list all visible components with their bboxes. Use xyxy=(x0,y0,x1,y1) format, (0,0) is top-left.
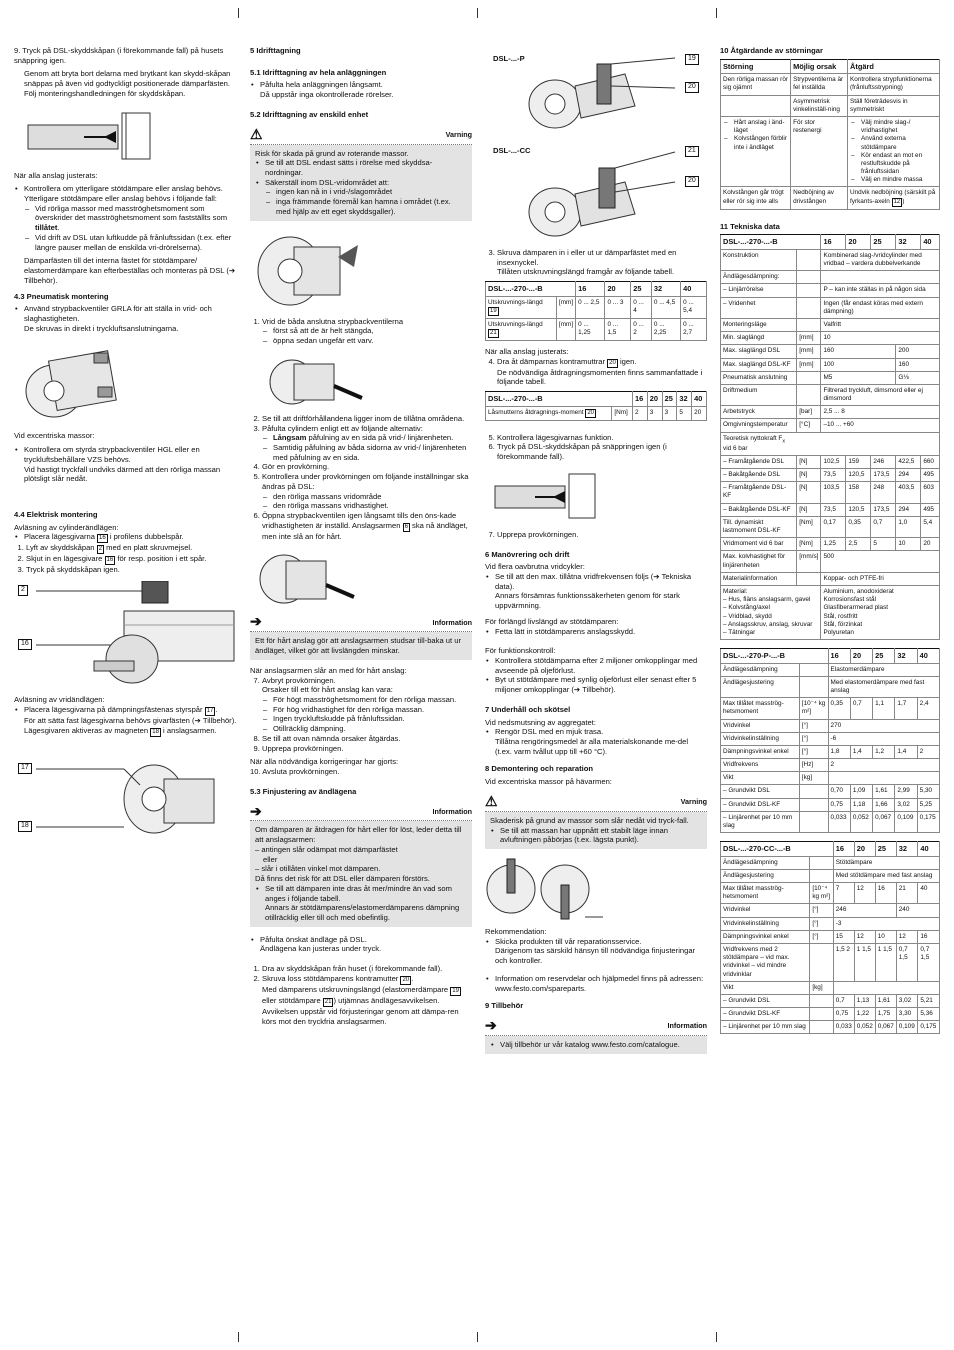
check-item: • Kontrollera om ytterligare stötdämpare eller anslag behövs. Ytterligare stötdämpare eller anslag behövs i följande fall: – Vid rörliga massor med masströghetsmoment som överskrider det masströghetsmoment som fastställts som tillåtet. – Vid drift av DSL utan luftkudde på frånluftssidan (t.ex. efter längre pauser mellan de enskilda vri-drörelserna). xyxy=(24,184,238,252)
step: 5. Kontrollera under provkörningen om följande inställningar ska ändras på DSL: – den rörliga massans vridområde – den rörliga massans vridhastighet. xyxy=(262,472,472,511)
screw-length-table: DSL-...-270-...-B 16 20 25 32 40 Utskruvnings-längd 19 [mm] 0 ... 2,5 0 ... 3 0 ... 4 0 ... 4,5 0 ... 5,4 Utskruvnings-längd 21 [mm] 0 ... 1,25 0 ... 1,5 0 ... 2 0 ... 2,25 0 ... 2,7 xyxy=(485,281,707,341)
table-row: Max. slaglängd DSL [mm] 160 200 xyxy=(721,345,940,358)
figure-cc xyxy=(485,142,707,242)
crop-mark xyxy=(238,1332,239,1342)
table-row: Vridvinkelinställning [°] -6 xyxy=(721,732,940,745)
function-check-list: • Kontrollera stötdämparna efter 2 miljoner omkopplingar med avseende på oljeförlust. • Byt ut stötdämpare med synlig oljeförlust eller senast efter 5 miljoner omkopplingar (➔ Tillbehör). xyxy=(485,656,707,695)
list-item: • Kontrollera om styrda strypbackventiler HGL eller en tryckluftsbehållare VZS behövs. Vid hastigt tryckfall undviks därmed att den rörliga massan plötsligt slår nedåt. xyxy=(24,445,238,484)
adjusted-label: När alla anslag justerats: xyxy=(485,347,569,356)
warning-item: • Se till att DSL endast sätts i rörelse med skyddsa-nordningar. xyxy=(265,158,467,177)
step: 6. Öppna strypbackventilen igen långsamt tills den öns-kade vridhastigheten är inställd. Anslagsarmen 6 ska nå ändläget, men inte slå an för hårt. xyxy=(262,511,472,541)
step-9: 9. Tryck på DSL-skyddskåpan (i förekommande fall) på husets snäppring igen. xyxy=(14,46,224,65)
table-row: – Bakåtgående DSL [N] 73,5 120,5 173,5 294 495 xyxy=(721,469,940,482)
column-4 xyxy=(720,46,940,1040)
crop-mark xyxy=(716,1332,717,1342)
heading-5-1: 5.1 Idrifttagning av hela anläggningen xyxy=(250,67,387,77)
damper-cc-illustration xyxy=(485,142,685,242)
table-row: Omgivningstemperatur [°C] –10 ... +60 xyxy=(721,419,940,432)
check-steps xyxy=(485,433,707,462)
fault-table: Störning Möjlig orsak Åtgärd Den rörliga massan rör sig ojämnt Strypventilerna är fel inställda Kontrollera strypfunktionerna (frånluftsstrypning) Asymmetrisk vinkelinställ-ning Ställ företrädesvis in symmetriskt – Hårt anslag i änd-läget – Kolvstången förblir inte i ändläget För stor restenergi – Välj mindre slag-/ vridhastighet – Använd externa stötdämpare – Kör endast an mot en restluftskudde på frånluftssidan – Välj en mindre massa Kolvstången går trögt eller rör sig inte alls Nedböjning av drivstången Undvik nedböjning (särskilt på fyrkants-axeln 12 ) xyxy=(720,59,940,210)
table-row: Monteringsläge Valfritt xyxy=(721,318,940,331)
info-banner-3 xyxy=(485,1017,707,1036)
cover-figure-2 xyxy=(485,468,707,524)
info-banner xyxy=(250,613,472,632)
table-row: – Grundvikt DSL 0,7 1,13 1,61 3,02 5,21 xyxy=(721,994,940,1007)
arrow-icon: ➔ xyxy=(250,613,262,630)
crop-mark xyxy=(716,8,717,18)
valve-figure xyxy=(14,339,238,425)
callout-16: 16 xyxy=(18,639,32,650)
tighten-steps xyxy=(485,357,707,387)
table-header: DSL-...-270-P-...-B 16 20 25 32 40 xyxy=(721,649,940,663)
table-row: Materialinformation Koppar- och PTFE-fri xyxy=(721,572,940,585)
table-row: – Linjärenhet per 10 mm slag 0,033 0,052 0,067 0,109 0,175 xyxy=(721,811,940,832)
info-banner-2 xyxy=(250,802,472,821)
excentric-list xyxy=(14,445,238,484)
list-5-1 xyxy=(250,80,472,99)
sensor-steps xyxy=(14,543,238,575)
info-box xyxy=(250,632,472,659)
heading-9: 9 Tillbehör xyxy=(485,1001,524,1011)
table-header: DSL-...-270-...-B 16 20 25 32 40 xyxy=(721,235,940,249)
table-row: Kolvstången går trögt eller rör sig inte alls Nedböjning av drivstången Undvik nedböjning (särskilt på fyrkants-axeln 12 ) xyxy=(721,187,940,209)
table-row: Max. slaglängd DSL-KF [mm] 100 160 xyxy=(721,358,940,371)
when-adjusted: När alla anslag justerats: xyxy=(14,170,98,180)
table-row: Till. dynamiskt lastmoment DSL-KF [Nm] 0,17 0,35 0,7 1,0 5,4 xyxy=(721,516,940,537)
repeat-step xyxy=(485,530,707,540)
cyl-end-label: Avläsning av cylinderändlägen: xyxy=(14,522,119,532)
step: 7. Avbryt provkörningen. Orsaker till ett för hårt anslag kan vara: – För högt masströghetsmoment för den rörliga massan. – För hög vridhastighet för den rörliga massan. – Ingen tryckluftskudde på frånluftssidan. – Otillräcklig dämpning. xyxy=(262,676,472,734)
table-row: Max tillåtet masströg-hetsmoment [10⁻⁴ kg m²] 0,35 0,7 1,1 1,7 2,4 xyxy=(721,698,940,719)
table-row: Material: – Hus, fläns anslagsarm, gavel – Kolvstång/axel – Vridblad, skydd – Anslagsskruv, anslag, skruvar – Tätningar Aluminium, anodoxiderat Korrosionsfast stål Glasfiberarmerad plast Stål, rostfritt Stål, förzinkat Polyuretan xyxy=(721,585,940,639)
table-row: Vikt [kg] xyxy=(721,981,940,994)
operation-list: • Se till att den max. tillåtna vridfrekvensen följs (➔ Tekniska data). Annars försämras funktionssäkerheten genom för stark uppvärmning. xyxy=(485,572,707,611)
heading-4-3: 4.3 Pneumatisk montering xyxy=(14,291,109,301)
warning-label: Varning xyxy=(445,129,472,139)
table-row: Ändlägesdämpning Stötdämpare xyxy=(721,856,940,869)
done-label: När alla nödvändiga korrigeringar har gjorts: xyxy=(250,757,399,767)
step: 9. Upprepa provkörningen. xyxy=(262,744,472,754)
warning-label: Varning xyxy=(680,797,707,807)
cover-illustration xyxy=(14,105,154,165)
valve-turn-illustration xyxy=(262,352,372,408)
table-row: Vridvinkelinställning [°] -3 xyxy=(721,917,940,930)
table-row: Utskruvnings-längd 19 [mm] 0 ... 2,5 0 ... 3 0 ... 4 0 ... 4,5 0 ... 5,4 xyxy=(486,296,707,318)
table-row: Vridfrekvens [Hz] 2 xyxy=(721,759,940,772)
rotation-figure xyxy=(250,227,472,311)
heading-11: 11 Tekniska data xyxy=(720,221,780,231)
table-row: Teoretisk nyttokraft $F_x$ vid 6 bar xyxy=(721,432,940,455)
table-row: Konstruktion Kombinerad slag-/vridcylinder med vridbad – vardera dubbelverkande xyxy=(721,249,940,270)
heading-4-4: 4.4 Elektrisk montering xyxy=(14,509,98,519)
valve-open-illustration xyxy=(250,547,360,607)
commissioning-steps xyxy=(250,317,472,542)
magnet-figure xyxy=(14,755,238,851)
step: 4. Dra åt dämparnas kontramuttrar 20 igen. De nödvändiga åtdragningsmomenten finns sammanfattade i följande tabell. xyxy=(497,357,707,387)
rotation-illustration xyxy=(250,227,370,311)
step: 6. Tryck på DSL-skyddskåpan på snäppringen igen (i förekommande fall). xyxy=(497,442,707,461)
step: 1. Vrid de båda anslutna strypbackventilerna – först så att de är helt stängda, – öppna sedan ungefär ett varv. xyxy=(262,317,472,408)
step: 3. Skruva dämparen in i eller ut ur dämparfästet med en insexnyckel. Tillåten utskruvningslängd framgår av följande tabell. xyxy=(497,248,707,277)
mass-illustration xyxy=(485,855,605,921)
heading-5-2: 5.2 Idrifttagning av enskild enhet xyxy=(250,109,369,119)
step: 1. Lyft av skyddskåpan 2 med en platt skruvmejsel. xyxy=(26,543,238,554)
rot-end-label: Avläsning av vridändlägen: xyxy=(14,695,105,705)
heading-6: 6 Manövrering och drift xyxy=(485,549,570,559)
recommendation-label: Rekommendation: xyxy=(485,927,547,937)
list-item: • Påfulta hela anläggningen långsamt. Då uppstår inga okontrollerade rörelser. xyxy=(260,80,472,99)
crop-mark xyxy=(238,8,239,18)
info-box-3: • Välj tillbehör ur vår katalog www.festo.com/catalogue. xyxy=(485,1036,707,1054)
callout-2: 2 xyxy=(18,585,28,596)
lifetime-list: • Fetta lätt in stötdämparens anslagsskydd. xyxy=(485,627,707,637)
magnet-illustration xyxy=(14,755,238,851)
table-row: Asymmetrisk vinkelinställ-ning Ställ företrädesvis in symmetriskt xyxy=(721,95,940,116)
table-row: Ändlägesdämpning Elastomerdämpare xyxy=(721,663,940,676)
figure-p-label: DSL-...-P xyxy=(493,54,525,63)
step: 3. Tryck på skyddskåpan igen. xyxy=(26,565,238,575)
table-row: Pneumatisk anslutning M5 G⅛ xyxy=(721,371,940,384)
step: 2. Skruva loss stötdämparens kontramutter 20 . Med dämparens utskruvningslängd (elastomerdämpare 19 eller stötdämpare 21 ) utjämnas ändlägesavvikelsen. Avvikelsen uppstår vid förjusteringar genom att dämpa-ren körs mot den tryckfria anslagsarmen. xyxy=(262,974,472,1026)
case-item: – Vid drift av DSL utan luftkudde på frånluftssidan (t.ex. efter längre pauser mellan de enskilda vri-drörelserna). xyxy=(35,233,238,252)
table-row: Max tillåtet masströg-hetsmoment [10⁻⁴ kg m²] 7 12 16 21 40 xyxy=(721,883,940,904)
table-row: Vridmoment vid 6 bar [Nm] 1,25 2,5 5 10 20 xyxy=(721,538,940,551)
table-row: – Bakåtgående DSL-KF [N] 73,5 120,5 173,5 294 495 xyxy=(721,503,940,516)
step: 5. Kontrollera lägesgivarnas funktion. xyxy=(497,433,707,443)
table-row: – Vridenhet Ingen (får endast köras med extern dämpning) xyxy=(721,297,940,318)
excentric-label: Vid excentriska massor: xyxy=(14,431,95,441)
table-row: – Linjärenhet per 10 mm slag 0,033 0,052 0,067 0,109 0,175 xyxy=(721,1021,940,1034)
table-row: – Grundvikt DSL-KF 0,75 1,18 1,66 3,02 5,25 xyxy=(721,798,940,811)
cover-illustration-2 xyxy=(485,468,605,524)
hard-stop-label: När anslagsarmen slår an med för hårt anslag: xyxy=(250,665,407,675)
valve-illustration xyxy=(14,339,144,425)
callout-20: 20 xyxy=(685,82,699,93)
list-item: • Placera lägesgivarna på dämpningsfästenas styrspår 17 . För att sätta fast lägesgivarna behövs givarfästen (➔ Tillbehör). Lägesgivaren aktiveras av magneten 18 i anslagsarmen. xyxy=(24,705,238,737)
tech-data-table-1 xyxy=(720,234,940,640)
damper-steps xyxy=(485,248,707,277)
check-list xyxy=(14,184,238,252)
table-row: Vridvinkel [°] 270 xyxy=(721,719,940,732)
table-row: Låsmutterns åtdragnings-moment 20 [Nm] 2 3 3 5 20 xyxy=(486,406,707,420)
column-2 xyxy=(250,46,472,1030)
heading-5-3: 5.3 Finjustering av ändlägena xyxy=(250,786,357,796)
table-row: – Grundvikt DSL 0,70 1,09 1,61 2,99 5,30 xyxy=(721,785,940,798)
info-box-2: Om dämparen är åtdragen för hårt eller för löst, leder detta till att anslagsarmen: – antingen slår odämpat mot dämparfästet eller – slår i otillåten vinkel mot dämparen. Då finns det risk för att DSL eller dämparen förstörs. • Se till att dämparen inte dras åt mer/mindre än vad som anges i följande tabell. Annars är stötdämparens/elastomerdämparens dämpning otillräcklig eller till och med obefintlig. xyxy=(250,821,472,926)
table-row: Ändlägesjustering Med stötdämpare med fast anslag xyxy=(721,869,940,882)
table-row: – Framåtgående DSL-KF [N] 103,5 158 248 403,5 603 xyxy=(721,482,940,503)
heading-10: 10 Åtgärdande av störningar xyxy=(720,46,823,55)
damper-text: Dämparfästen till det interna fästet för stötdämpare/ elastomerdämpare kan efterbeställas och monteras på DSL (➔ Tillbehör). xyxy=(24,256,236,285)
step-9-text: Genom att bryta bort delarna med brytkant kan skydd-skåpan snäppas på även vid godtyckligt positionerade dämparfästen. Följ monteringshandledningen för skyddskåpan. xyxy=(24,69,231,98)
fine-adjust-steps xyxy=(250,964,472,1026)
valve-open-figure xyxy=(250,547,472,607)
heading-7: 7 Underhåll och skötsel xyxy=(485,704,571,714)
pneumatic-list xyxy=(14,304,238,333)
table-row: Utskruvnings-längd 21 [mm] 0 ... 1,25 0 ... 1,5 0 ... 2 0 ... 2,25 0 ... 2,7 xyxy=(486,318,707,340)
step: 3. Påfulta cylindern enligt ett av följande alternativ: – Långsam påfulning av en sida på vrid-/ linjärenheten. – Samtidig påfulning av båda sidorna av vrid-/ linjärenheten med påfulning av en sida. xyxy=(262,424,472,463)
info-text: Ett för hårt anslag gör att anslagsarmen studsar till-baka ut ur ändläget, vilket gör att livslängden minskar. xyxy=(255,636,461,656)
warning-subitem: – inga främmande föremål kan hamna i området (t.ex. med hjälp av ett eget skyddsgaller). xyxy=(276,197,467,216)
step: 4. Gör en provkörning. xyxy=(262,462,472,472)
callout-21: 21 xyxy=(685,146,699,157)
mass-figure xyxy=(485,855,707,921)
valve-turn-figure xyxy=(262,352,472,408)
torque-table: DSL-...-270-...-B 16 20 25 32 40 Låsmutterns åtdragnings-moment 20 [Nm] 2 3 3 5 20 xyxy=(485,391,707,420)
step: 2. Se till att driftförhållandena ligger inom de tillåtna områdena. xyxy=(262,414,472,424)
callout-17: 17 xyxy=(18,763,32,774)
warning-banner-2 xyxy=(485,793,707,812)
heading-5: 5 Idrifttagning xyxy=(250,46,301,55)
rot-sensor-list xyxy=(14,705,238,737)
column-1 xyxy=(14,46,238,857)
table-row: Vridvinkel [°] 246 240 xyxy=(721,904,940,917)
warning-text: Risk för skada på grund av roterande massor. xyxy=(255,148,409,158)
info-label: Information xyxy=(667,1021,707,1031)
sensor-illustration xyxy=(14,581,238,689)
pressurize-list: • Påfulta önskat ändläge på DSL. Ändlägena kan justeras under tryck. xyxy=(250,935,472,954)
warning-box-2: Skaderisk på grund av massor som slår nedåt vid tryck-fall. • Se till att massan har uppnått ett stabilt läge innan avluftningen påbörjas (t.ex. lägsta punkt). xyxy=(485,812,707,849)
table-row: Max. kolvhastighet för linjärenheten [mm/s] 500 xyxy=(721,551,940,572)
warning-subitem: – ingen kan nå in i vrid-/slagområdet xyxy=(276,187,467,197)
table-row: Den rörliga massan rör sig ojämnt Strypventilerna är fel inställda Kontrollera strypfunktionerna (frånluftsstrypning) xyxy=(721,74,940,95)
figure-p xyxy=(485,46,707,136)
step: 8. Se till att ovan nämnda orsaker åtgärdas. xyxy=(262,734,472,744)
warning-item: • Säkerställ inom DSL-vridområdet att: – ingen kan nå in i vrid-/slagområdet – inga främmande föremål kan hamna i området (t.ex. med hjälp av ett eget skyddsgaller). xyxy=(265,178,467,217)
case-item: – Vid rörliga massor med masströghetsmoment som överskrider det masströghetsmoment som fastställts som tillåtet. xyxy=(35,204,238,233)
arrow-icon: ➔ xyxy=(250,802,262,819)
table-row: Ändlägesdämpning: xyxy=(721,271,940,284)
table-row: Dämpningsvinkel enkel [°] 15 12 10 12 16 xyxy=(721,930,940,943)
heading-8: 8 Demontering och reparation xyxy=(485,764,594,774)
table-row: – Hårt anslag i änd-läget – Kolvstången förblir inte i ändläget För stor restenergi – Välj mindre slag-/ vridhastighet – Använd externa stötdämpare – Kör endast an mot en restluftskudde på frånluftssidan – Välj en mindre massa xyxy=(721,116,940,187)
figure-cc-label: DSL-...-CC xyxy=(493,146,531,155)
table-row: Ändlägesjustering Med elastomerdämpare med fast anslag xyxy=(721,676,940,697)
callout-19: 19 xyxy=(685,54,699,65)
hard-stop-steps xyxy=(250,676,472,754)
table-row: Dämpningsvinkel enkel [°] 1,8 1,4 1,2 1,4 2 xyxy=(721,745,940,758)
crop-mark xyxy=(477,8,478,18)
tech-data-table-3 xyxy=(720,841,940,1034)
callout-18: 18 xyxy=(18,821,32,832)
recommendation-list: • Skicka produkten till vår reparationsservice. Därigenom tas särskild hänsyn till nödvändiga finjusteringar och kontroller. xyxy=(485,937,707,966)
arrow-icon: ➔ xyxy=(485,1017,497,1034)
column-3: DSL-...-P 19 20 DSL-...-CC 21 20 3. Skruva dämparen in i eller ut ur dämparfästet med en insexnyckel. Tillåten utskruvningslängd framgår av följande tabell. DSL-...-270-...-B 16 20 25 32 40 Utskruvnings-längd 19 [mm] 0 ... 2,5 0 ... 3 0 ... 4 0 ... 4,5 0 ... 5,4 Utskruvnings-längd 21 [mm] 0 ... 1,25 0 ... 1,5 0 ... 2 0 ... 2,25 0 ... 2,7 När alla anslag justerats: 4. Dra åt dämparnas kontramuttrar 20 igen. De nödvändiga åtdragningsmomenten finns sammanfattade i följande tabell. DSL-...-270-...-B 16 20 25 32 40 Låsmutterns åtdragnings-moment 20 [Nm] 2 3 3 5 20 5. Kontrollera lägesgivarnas funktion. 6. Tryck på DSL-skyddskåpan på snäppringen igen (i förekommande fall). 7. Upprepa provkörningen. 6 Manövrering och drift Vid flera oavbrutna vridcykler: • Se till att den max. tillåtna vridfrekvensen följs (➔ Tekniska data). Annars försämras funktionssäkerheten genom för stark uppvärmning. För förlängd livslängd av stötdämparen: • Fetta lätt in stötdämparens anslagsskydd. För funktionskontroll: • Kontrollera stötdämparna efter 2 miljoner omkopplingar med avseende på oljeförlust. • Byt ut stötdämpare med synlig oljeförlust eller senast efter 5 miljoner omkopplingar (➔ Tillbehör). 7 Underhåll och skötsel Vid nedsmutsning av aggregatet: • Rengör DSL med en mjuk trasa. Tillåtna rengöringsmedel är alla materialskonande me-del (t.ex. varm tvållut upp till +60 °C). 8 Demontering och reparation Vid excentriska massor på hävarmen: ⚠ Varning Skaderisk på grund av massor som slår nedåt vid tryck-fall. • Se till att massan har uppnått ett stabilt läge innan avluftningen påbörjas (t.ex. lägsta punkt). Rekommendation: • Skicka produkten till vår reparationsservice. Därigenom tas särskild hänsyn till nödvändiga finjusteringar och kontroller. • Information om reservdelar och hjälpmedel finns på adressen: www.festo.com/spareparts. 9 Tillbehör ➔ Information • Välj tillbehör ur vår katalog www.festo.com/catalogue. xyxy=(485,46,707,1060)
table-row: – Grundvikt DSL-KF 0,75 1,22 1,75 3,30 5,36 xyxy=(721,1008,940,1021)
info-label: Information xyxy=(432,806,472,816)
step: 7. Upprepa provkörningen. xyxy=(497,530,707,540)
crop-mark xyxy=(477,1332,478,1342)
sensor-figure xyxy=(14,581,238,689)
step: 1. Dra av skyddskåpan från huset (i förekommande fall). xyxy=(262,964,472,974)
warning-banner xyxy=(250,126,472,145)
step: 2. Skjut in en lägesgivare 16 för resp. position i ett spår. xyxy=(26,554,238,565)
warning-icon: ⚠ xyxy=(250,125,263,142)
list-item: • Placera lägesgivarna 16 i profilens dubbelspår. xyxy=(24,532,238,543)
table-row: Driftmedium Filtrerad tryckluft, dimsmord eller ej dimsmord xyxy=(721,384,940,405)
table-row: – Linjärrörelse P – kan inte ställas in på någon sida xyxy=(721,284,940,297)
info-label: Information xyxy=(432,617,472,627)
table-row: Arbetstryck [bar] 2,5 ... 8 xyxy=(721,406,940,419)
cover-figure xyxy=(14,105,238,165)
sensor-list xyxy=(14,532,238,543)
tech-data-table-2 xyxy=(720,648,940,833)
warning-icon: ⚠ xyxy=(485,792,498,809)
list-item: • Använd strypbackventiler GRLA för att ställa in vrid- och slaghastigheten. De skruvas in direkt i tryckluftsanslutningarna. xyxy=(24,304,238,333)
table-row: – Framåtgående DSL [N] 102,5 159 246 422,5 660 xyxy=(721,455,940,468)
callout-20: 20 xyxy=(685,176,699,187)
spareparts-list: • Information om reservdelar och hjälpmedel finns på adressen: www.festo.com/spareparts. xyxy=(485,974,707,993)
table-header: DSL-...-270-CC-...-B 16 20 25 32 40 xyxy=(721,842,940,856)
warning-box xyxy=(250,145,472,221)
maintenance-list: • Rengör DSL med en mjuk trasa. Tillåtna rengöringsmedel är alla materialskonande me-del (t.ex. varm tvållut upp till +60 °C). xyxy=(485,727,707,756)
table-row: Min. slaglängd [mm] 10 xyxy=(721,332,940,345)
step-10: 10. Avsluta provkörningen. xyxy=(250,767,340,777)
table-row: Vridfrekvens med 2 stötdämpare – vid max. vridvinkel – vid mindre vridvinklar 1,5 2 1 1,5 1 1,5 0,7 1,5 0,7 1,5 xyxy=(721,943,940,981)
table-row: Vikt [kg] xyxy=(721,772,940,785)
